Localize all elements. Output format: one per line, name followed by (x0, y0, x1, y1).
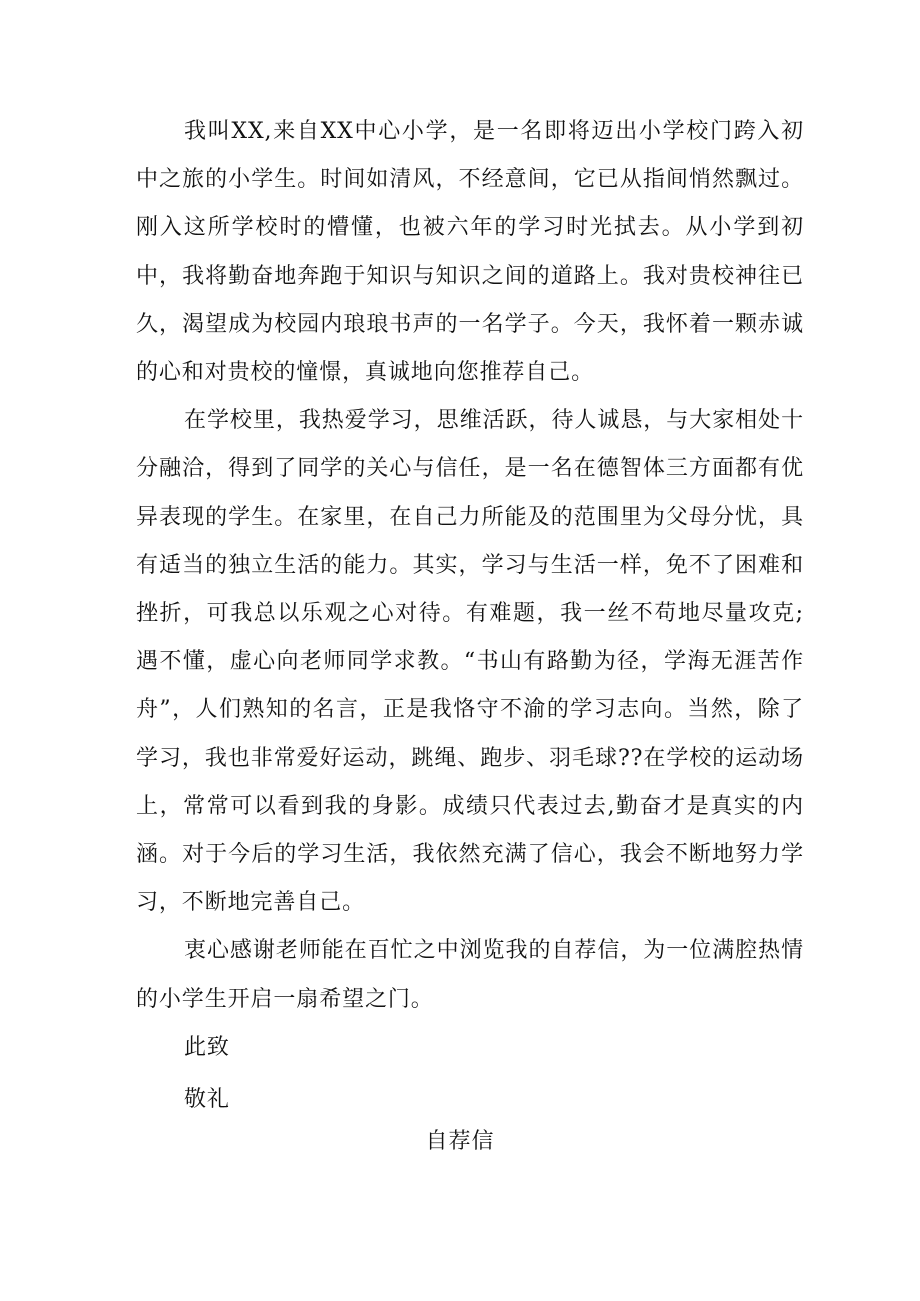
paragraph-school-life: 在学校里，我热爱学习，思维活跃，待人诚恳，与大家相处十分融洽，得到了同学的关心与信任，是一名在德智体三方面都有优异表现的学生。在家里，在自己力所能及的范围里为父母分忧，具有适当的独立生活的能力。其实，学习与生活一样，免不了困难和挫折，可我总以乐观之心对待。有难题，我一丝不苟地尽量攻克;遇不懂，虚心向老师同学求教。“书山有路勤为径，学海无涯苦作舟”，人们熟知的名言，正是我恪守不渝的学习志向。当然，除了学习，我也非常爱好运动，跳绳、跑步、羽毛球??在学校的运动场上，常常可以看到我的身影。成绩只代表过去,勤奋才是真实的内涵。对于今后的学习生活，我依然充满了信心，我会不断地努力学习，不断地完善自己。 (136, 408, 804, 916)
closing-regards: 敬礼 (184, 1087, 230, 1113)
paragraph-thanks: 衷心感谢老师能在百忙之中浏览我的自荐信，为一位满腔热情的小学生开启一扇希望之门。 (136, 938, 804, 1012)
letter-body (136, 108, 804, 1124)
closing-salutation: 此致 (184, 1034, 230, 1060)
paragraph-intro: 我叫XX,来自XX中心小学，是一名即将迈出小学校门跨入初中之旅的小学生。时间如清风，不经意间，它已从指间悄然飘过。刚入这所学校时的懵懂，也被六年的学习时光拭去。从小学到初中，我将勤奋地奔跑于知识与知识之间的道路上。我对贵校神往已久，渴望成为校园内琅琅书声的一名学子。今天，我怀着一颗赤诚的心和对贵校的憧憬，真诚地向您推荐自己。 (136, 119, 804, 386)
document-title: 自荐信 (425, 1129, 495, 1154)
